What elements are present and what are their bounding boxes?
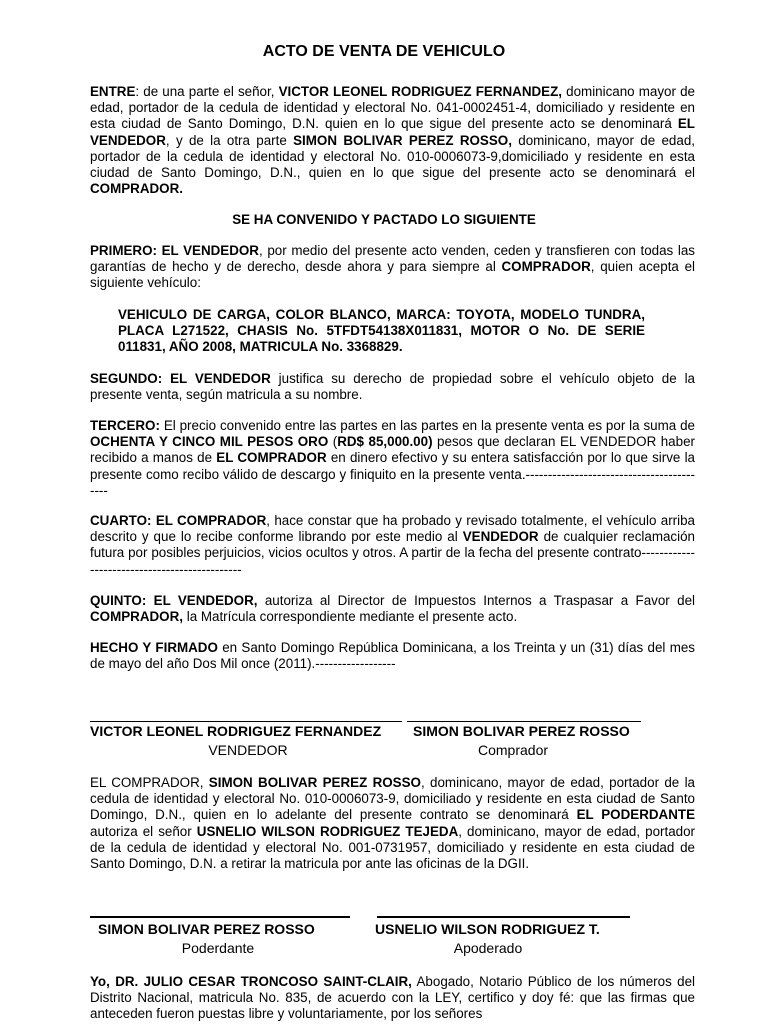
notary-name: Yo, DR. JULIO CESAR TRONCOSO SAINT-CLAIR, <box>90 974 412 989</box>
poderdante-term: EL PODERDANTE <box>576 807 695 823</box>
text-run: ( <box>328 434 338 450</box>
clause-quinto <box>90 593 695 625</box>
text-run: EL COMPRADOR, <box>90 775 209 790</box>
clause-tercero <box>90 418 695 499</box>
apoderado-signature-line <box>377 916 630 918</box>
notary-paragraph <box>90 974 695 1023</box>
section-heading: SE HA CONVENIDO Y PACTADO LO SIGUIENTE <box>232 212 536 227</box>
text-run: , por medio del presente acto venden, ceden y transfieren con todas las garantías de hecho y de derecho, desde ahora y para siempre al <box>90 243 695 275</box>
text-run: , hace constar que ha probado y revisado totalmente, el vehículo arriba descrito y que lo recibe conforme librando por este medio al <box>90 513 695 545</box>
clause-segundo <box>90 371 695 403</box>
power-of-attorney-paragraph <box>90 775 695 872</box>
vendedor-term: VENDEDOR <box>462 529 539 545</box>
apoderado-role: Apoderado <box>453 940 523 956</box>
text-run: dominicano, mayor de edad, portador de la cedula de identidad y electoral No. 010-0006073-9,domiciliado y residente en esta ciudad de Santo Domingo, D.N., quien en lo que sigue del presente acto se denominará el <box>90 132 695 181</box>
el-vendedor-term: EL VENDEDOR <box>90 116 695 148</box>
text-run: autoriza el señor <box>90 823 197 839</box>
text-run: en dinero efectivo y su entera satisfacción por lo que sirve la presente como recibo válido de descargo y finiquito en la presente venta.------------------------------------------ <box>90 450 696 498</box>
apoderado-signature-name: USNELIO WILSON RODRIGUEZ T. <box>375 921 600 937</box>
text-run: en Santo Domingo República Dominicana, a los Treinta y un (31) días del mes de mayo del año Dos Mil once (2011).------------------ <box>90 640 696 672</box>
clause-label: QUINTO: EL VENDEDOR, <box>90 593 258 608</box>
text-run: , quien acepta el siguiente vehículo: <box>90 259 695 291</box>
clause-label: CUARTO: EL COMPRADOR <box>90 513 267 528</box>
text-run: , dominicano, mayor de edad, portador de la cedula de identidad y electoral No. 010-0006073-9, domiciliado y residente en esta ciudad de Santo Domingo, D.N., quien en lo adelante del presente contrato se denominará <box>90 775 696 823</box>
text-run: de cualquier reclamación futura por posibles perjuicios, vicios ocultos y otros. A partir de la fecha del presente contrato---------------------------------------------- <box>90 529 695 577</box>
price-amount: RD$ 85,000.00) <box>337 434 433 450</box>
seller-name: VICTOR LEONEL RODRIGUEZ FERNANDEZ, <box>278 84 563 99</box>
comprador-term: COMPRADOR <box>501 259 591 275</box>
buyer-signature-name: SIMON BOLIVAR PEREZ ROSSO <box>413 723 630 739</box>
comprador-term: COMPRADOR, <box>90 609 183 625</box>
text-run: justifica su derecho de propiedad sobre el vehículo objeto de la presente venta, según matricula a su nombre. <box>90 371 695 403</box>
text-run: : de una parte el señor, <box>135 84 279 99</box>
clause-label: SEGUNDO: EL VENDEDOR <box>90 371 271 386</box>
text-run: autoriza al Director de Impuestos Internos a Traspasar a Favor del <box>257 593 695 608</box>
comprador-term: COMPRADOR. <box>90 181 183 197</box>
document-title: ACTO DE VENTA DE VEHICULO <box>262 43 506 60</box>
buyer-name: SIMON BOLIVAR PEREZ ROSSO <box>208 775 421 790</box>
buyer-role: Comprador <box>477 742 549 758</box>
seller-signature-name: VICTOR LEONEL RODRIGUEZ FERNANDEZ <box>90 723 382 739</box>
clause-label: HECHO Y FIRMADO <box>90 640 218 655</box>
text-run: pesos que declaran EL VENDEDOR haber recibido a manos de <box>90 434 695 466</box>
el-comprador-term: EL COMPRADOR <box>216 450 327 466</box>
agent-name: USNELIO WILSON RODRIGUEZ TEJEDA <box>196 823 459 839</box>
text-run: , dominicano, mayor de edad, portador de la cedula de identidad y electoral No. 001-0731957, domiciliado y residente en esta ciudad de Santo Domingo, D.N. a retirar la matricula por ante las oficinas de la DGII. <box>90 823 696 872</box>
poderdante-signature-name: SIMON BOLIVAR PEREZ ROSSO <box>98 921 315 937</box>
text-run: dominicano mayor de edad, portador de la cedula de identidad y electoral No. 041-0002451-4, domiciliado y residente en esta ciudad de Santo Domingo, D.N. quien en lo que sigue del presente acto se denominará <box>90 84 695 132</box>
entre-label: ENTRE <box>90 84 136 99</box>
buyer-name: SIMON BOLIVAR PEREZ ROSSO, <box>293 132 512 148</box>
vehicle-description: VEHICULO DE CARGA, COLOR BLANCO, MARCA: TOYOTA, MODELO TUNDRA, PLACA L271522, CHASIS No. 5TFDT54138X011831, MOTOR O No. DE SERIE 011831, AÑO 2008, MATRICULA No. 3368829. <box>118 307 645 355</box>
clause-primero <box>90 243 695 292</box>
text-run: El precio convenido entre las partes en las partes en la presente venta es por la suma de <box>159 418 695 433</box>
poderdante-role: Poderdante <box>181 940 255 956</box>
price-words: OCHENTA Y CINCO MIL PESOS ORO <box>90 434 329 450</box>
text-run: Abogado, Notario Público de los números del Distrito Nacional, matricula No. 835, de acuerdo con la LEY, certifico y doy fé: que las firmas que anteceden fueron puestas libre y voluntariamente, por los señores <box>90 974 696 1022</box>
text-run: , y de la otra parte <box>165 132 294 148</box>
buyer-signature-line <box>407 721 641 722</box>
poderdante-signature-line <box>90 916 350 918</box>
clause-label: TERCERO: <box>90 418 160 433</box>
seller-signature-line <box>90 721 402 722</box>
clause-label: PRIMERO: EL VENDEDOR <box>90 243 259 258</box>
seller-role: VENDEDOR <box>208 742 288 758</box>
parties-paragraph <box>90 84 695 197</box>
text-run: la Matrícula correspondiente mediante el presente acto. <box>183 609 518 625</box>
clause-cuarto <box>90 513 695 578</box>
execution-clause <box>90 640 695 672</box>
